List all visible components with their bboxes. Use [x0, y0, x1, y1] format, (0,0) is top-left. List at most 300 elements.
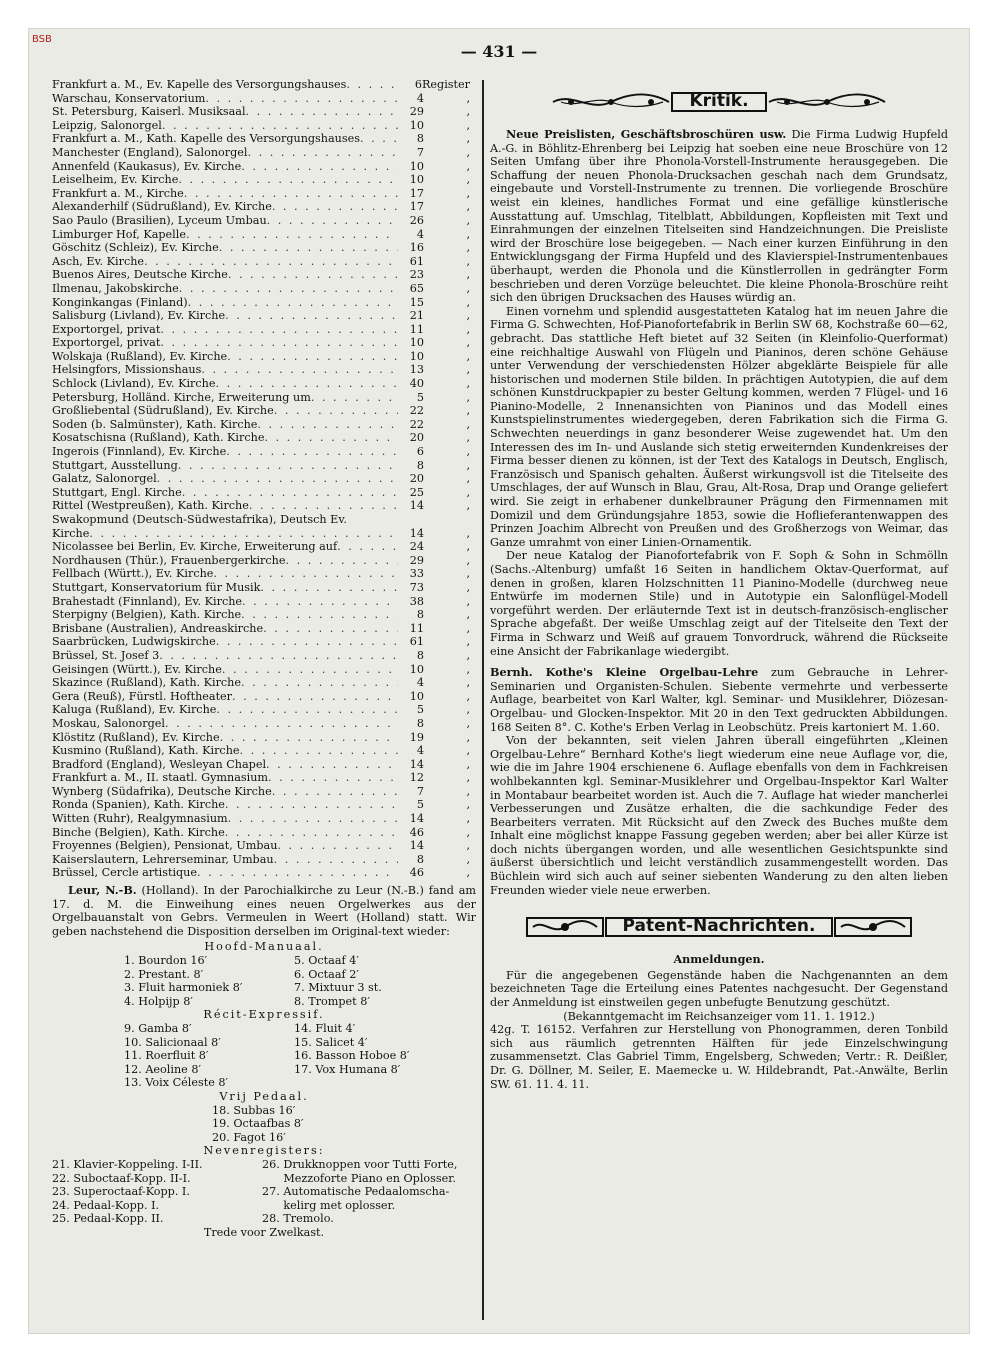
register-row	[52, 241, 476, 255]
register-unit: ,	[466, 757, 470, 771]
register-unit: ,	[466, 730, 470, 744]
register-row	[52, 486, 476, 500]
register-row	[52, 78, 476, 92]
register-row	[52, 853, 476, 867]
organ-stop: 1. Bourdon 16′	[124, 954, 208, 967]
register-count: 24	[409, 540, 424, 554]
register-unit: ,	[466, 363, 470, 377]
register-unit: ,	[466, 662, 470, 676]
register-row	[52, 160, 476, 174]
register-unit: ,	[466, 404, 470, 418]
register-row	[52, 676, 476, 690]
dot-leader	[159, 649, 398, 663]
organ-stop: 9. Gamba 8′	[124, 1021, 192, 1035]
register-row	[52, 731, 476, 745]
register-count: 73	[409, 580, 424, 594]
register-row	[52, 363, 476, 377]
organ-stop: 4. Holpijp 8′	[124, 994, 193, 1008]
register-unit: ,	[466, 417, 470, 431]
register-location: Kirche	[52, 526, 90, 540]
nevenregisters-list	[52, 1158, 476, 1226]
register-unit: ,	[466, 594, 470, 608]
register-count: 5	[416, 798, 424, 812]
dot-leader	[184, 187, 398, 201]
register-count: 10	[409, 662, 424, 676]
register-row	[52, 105, 476, 119]
kritik-paragraph-2: Einen vornehm und splendid ausgestatteten Katalog hat im neuen Jahre die Firma G. Schwechten, Hof-Pianofortefabrik in Berlin SW 68, Kochstraße 60—62, gebracht. Das stattliche Heft bietet auf 32 Seiten (in Kleinfolio-Querformat) eine reichhaltige Auswahl von Flügeln und Pianinos, deren schöne Gehäuse unter Verwendung der verschiedensten Hölzer abgeklärte Beispiele für alle historischen und modernen Stile bilden. In prächtigen Autotypien, die auf dem schönen Kunstdruckpapier zu bester Geltung kommen, werden 7 Flügel- und 16 Pianino-Modelle, 2 Innenansichten von Pianinos und das Modell eines Kunstspielinstrumentes wiedergegeben, deren Fabrikation sich die Firma G. Schwechten neuerdings in ganz besonderer Weise zugewendet hat. Um den Interessen des im In- und Auslande sich stetig erweiternden Kundenkreises der Firma besser dienen zu können, ist der Text des Katalogs in Deutsch, Englisch, Französisch und Spanisch gehalten. Äußerst wirkungsvoll ist die Titelseite des Umschlages, der auf Wunsch in Blau, Grau, Alt-Rosa, Drap und Orange geliefert wird. Sie zeigt in erhabener dunkelbrauner Prägung den Firmennamen mit Domizil und dem Gründungsjahre 1853, sowie die Hoflieferantenwappen des Prinzen Joachim Albrecht von Preußen und des Großherzogs von Weimar, das Ganze umrahmt von einer Linien-Ornamentik.	[490, 304, 948, 549]
dot-leader	[257, 418, 398, 432]
register-count	[398, 513, 424, 527]
organ-stop: 16. Basson Hoboe 8′	[294, 1049, 410, 1063]
dot-leader	[188, 296, 398, 310]
register-unit: ,	[466, 472, 470, 486]
register-unit: ,	[466, 485, 470, 499]
register-count: 15	[409, 295, 424, 309]
dot-leader	[241, 160, 398, 174]
leur-text: (Holland). In der Parochialkirche zu Leur (N.-B.) fand am 17. d. M. die Einweihung eines neuen Orgelwerkes aus der Orgelbauanstalt von Gebrs. Vermeulen in Weert (Holland) statt. Wir geben nachstehend die Disposition derselben im Original-text wieder:	[52, 884, 476, 938]
register-row	[52, 771, 476, 785]
register-location: Moskau, Salonorgel	[52, 716, 165, 730]
organ-stop: 12. Aeoline 8′	[124, 1062, 201, 1076]
register-unit: ,	[466, 580, 470, 594]
register-unit: ,	[466, 200, 470, 214]
coupler-entry: kelirg met oplosser.	[262, 1198, 396, 1212]
register-location: Exportorgel, privat	[52, 322, 161, 336]
register-row	[52, 649, 476, 663]
register-row	[52, 785, 476, 799]
dot-leader	[266, 758, 398, 772]
library-mark: BSB	[32, 34, 52, 45]
register-count: 5	[416, 390, 424, 404]
ornament-left-icon	[525, 915, 605, 939]
kritik-paragraph-5: Von der bekannten, seit vielen Jahren überall eingeführten „Kleinen Orgelbau-Lehre“ Bernhard Kothe's liegt wiederum eine neue Auflage vor, die, wie die im Jahre 1904 erschienene 6. Auflage ebenfalls von dem in Fachkreisen wohlbekannten kgl. Seminar-Musiklehrer und Orgelbau-Inspektor Karl Walter in Montabaur bearbeitet worden ist. Auch die 7. Auflage hat wieder mancherlei Verbesserungen und Zusätze erhalten, die die sachkundige Feder des Bearbeiters verraten. Mit Rücksicht auf den Zweck des Buches mußte dem Inhalt eine möglichst knappe Fassung gegeben werden; aber bei aller Kürze ist doch nichts übergangen worden, und alle wesentlichen Gesichtspunkte sind äußerst übersichtlich und leicht verständlich zusammengestellt worden. Das Büchlein wird sich auch auf seiner siebenten Wanderung zu den alten lieben Freunden wieder viele neue erwerben.	[490, 734, 948, 897]
dot-leader	[346, 78, 396, 92]
register-unit: ,	[466, 458, 470, 472]
flourish-right-icon	[767, 90, 887, 114]
vrij-pedaal-title: Vrij Pedaal.	[219, 1089, 309, 1103]
register-unit: ,	[466, 309, 470, 323]
dot-leader	[225, 309, 398, 323]
register-unit: ,	[466, 431, 470, 445]
register-count: 14	[409, 499, 424, 513]
register-row	[52, 214, 476, 228]
register-row	[52, 798, 476, 812]
dot-leader	[272, 200, 398, 214]
register-location: Bradford (England), Wesleyan Chapel	[52, 757, 267, 771]
dot-leader	[144, 255, 398, 269]
register-location: Großliebental (Südrußland), Ev. Kirche	[52, 404, 274, 418]
register-row	[52, 336, 476, 350]
kritik-p4-text: zum Gebrauche in Lehrer-Seminarien und Organisten-Schulen. Siebente vermehrte und verbesserte Auflage, bearbeitet von Karl Walter, kgl. Seminar- und Musiklehrer, Diözesan-Orgelbau- und Glocken-Inspektor. Mit 20 in den Text gedruckten Abbildungen. 168 Seiten 8°. C. Kothe's Erben Verlag in Leobschütz. Preis kartoniert M. 1.60.	[490, 666, 948, 734]
register-location: Brisbane (Australien), Andreaskirche	[52, 621, 264, 635]
register-count: 4	[416, 676, 424, 690]
register-row	[52, 499, 476, 513]
register-row	[52, 744, 476, 758]
recit-expressif-stops	[124, 1022, 476, 1090]
register-row	[52, 418, 476, 432]
flourish-left-icon	[551, 90, 671, 114]
register-location: Wolskaja (Rußland), Ev. Kirche	[52, 349, 228, 363]
register-count: 19	[409, 730, 424, 744]
register-location: Brüssel, St. Josef 3	[52, 648, 160, 662]
register-location: Stuttgart, Engl. Kirche	[52, 485, 182, 499]
register-row	[52, 622, 476, 636]
dot-leader	[232, 690, 398, 704]
patent-paragraph-1: Für die angegebenen Gegenstände haben die Nachgenannten an dem bezeichneten Tage die Erteilung eines Patentes nachgesucht. Der Gegenstand der Anmeldung ist einstweilen gegen unbefugte Benutzung geschützt.	[490, 968, 948, 1010]
register-unit: ,	[466, 145, 470, 159]
dot-leader	[220, 731, 398, 745]
register-location: Göschitz (Schleiz), Ev. Kirche	[52, 241, 219, 255]
register-unit: ,	[466, 499, 470, 513]
register-unit: ,	[466, 608, 470, 622]
register-count: 6	[416, 445, 424, 459]
recit-expressif-title: Récit-Expressif.	[203, 1008, 325, 1022]
register-unit: ,	[466, 676, 470, 690]
register-count: 61	[409, 254, 424, 268]
leur-heading: Leur, N.-B.	[68, 883, 137, 898]
register-count: 21	[409, 309, 424, 323]
dot-leader	[225, 826, 398, 840]
organ-stop: 6. Octaaf 2′	[294, 967, 359, 981]
register-location: Buenos Aires, Deutsche Kirche	[52, 268, 228, 282]
register-count: 10	[409, 336, 424, 350]
register-location: Stuttgart, Konservatorium für Musik	[52, 580, 261, 594]
register-unit: ,	[466, 118, 470, 132]
register-location: Asch, Ev. Kirche	[52, 254, 145, 268]
register-unit: ,	[466, 744, 470, 758]
dot-leader	[263, 622, 398, 636]
kritik-paragraph-4	[490, 666, 948, 734]
register-location: Schlock (Livland), Ev. Kirche	[52, 377, 216, 391]
hoofd-manuaal-stops	[124, 954, 476, 1008]
coupler-entry: 27. Automatische Pedaalomscha-	[262, 1185, 450, 1199]
register-row	[52, 296, 476, 310]
register-unit: ,	[466, 105, 470, 119]
register-count: 11	[409, 621, 424, 635]
dot-leader	[242, 595, 398, 609]
register-count: 8	[416, 716, 424, 730]
vrij-pedaal-stops	[212, 1104, 476, 1145]
register-location: Sterpigny (Belgien), Kath. Kirche	[52, 608, 242, 622]
register-row	[52, 554, 476, 568]
register-count: 13	[409, 363, 424, 377]
register-location: Ilmenau, Jakobskirche	[52, 281, 179, 295]
dot-leader	[360, 132, 398, 146]
register-row	[52, 690, 476, 704]
dot-leader	[160, 336, 398, 350]
register-unit	[424, 513, 476, 527]
register-location: Limburger Hof, Kapelle	[52, 227, 186, 241]
dot-leader	[186, 228, 398, 242]
dot-leader	[201, 363, 398, 377]
register-location: Saarbrücken, Ludwigskirche	[52, 635, 216, 649]
register-count: 4	[416, 227, 424, 241]
register-location: Galatz, Salonorgel	[52, 472, 157, 486]
register-row	[52, 187, 476, 201]
register-count: 10	[409, 118, 424, 132]
register-row	[52, 608, 476, 622]
register-unit: ,	[466, 349, 470, 363]
register-unit: ,	[466, 784, 470, 798]
register-unit: Register	[422, 78, 470, 91]
dot-leader	[89, 527, 398, 541]
register-count: 16	[409, 241, 424, 255]
organ-stop: 20. Fagot 16′	[212, 1130, 286, 1144]
register-unit: ,	[466, 812, 470, 826]
register-unit: ,	[466, 377, 470, 391]
organ-stop: 7. Mixtuur 3 st.	[294, 981, 382, 995]
register-row	[52, 404, 476, 418]
register-count: 38	[409, 594, 424, 608]
register-count: 14	[409, 757, 424, 771]
register-count: 17	[409, 200, 424, 214]
newspaper-page	[28, 28, 970, 1334]
register-row	[52, 567, 476, 581]
register-location: Exportorgel, privat	[52, 336, 161, 350]
register-count: 14	[409, 812, 424, 826]
register-location: Konginkangas (Finland)	[52, 295, 188, 309]
register-count: 4	[416, 91, 424, 105]
register-location: Leipzig, Salonorgel	[52, 118, 162, 132]
register-unit: ,	[466, 132, 470, 146]
hoofd-manuaal-title: Hoofd-Manuaal.	[204, 940, 324, 954]
kritik-title: Kritik.	[671, 92, 766, 112]
dot-leader	[226, 445, 398, 459]
register-unit: ,	[466, 540, 470, 554]
dot-leader	[227, 350, 398, 364]
patent-title: Patent-Nachrichten.	[605, 917, 834, 937]
organ-stop: 11. Roerfluit 8′	[124, 1049, 209, 1063]
register-unit: ,	[466, 621, 470, 635]
nevenregisters-title: Nevenregisters:	[203, 1144, 325, 1158]
register-row	[52, 635, 476, 649]
register-unit: ,	[466, 91, 470, 105]
dot-leader	[249, 499, 398, 513]
register-unit: ,	[466, 336, 470, 350]
leur-paragraph	[52, 884, 476, 938]
register-row	[52, 472, 476, 486]
register-row	[52, 92, 476, 106]
register-location: Kaiserslautern, Lehrerseminar, Umbau	[52, 852, 274, 866]
register-unit: ,	[466, 553, 470, 567]
register-location: Soden (b. Salmünster), Kath. Kirche	[52, 417, 258, 431]
register-unit: ,	[466, 716, 470, 730]
dot-leader	[311, 391, 398, 405]
register-unit: ,	[466, 227, 470, 241]
coupler-entry: 23. Superoctaaf-Kopp. I.	[52, 1185, 190, 1199]
organ-stop: 8. Trompet 8′	[294, 994, 370, 1008]
register-count: 7	[416, 145, 424, 159]
register-unit: ,	[466, 445, 470, 459]
kritik-banner	[490, 82, 948, 122]
register-unit: ,	[466, 703, 470, 717]
dot-leader	[274, 404, 398, 418]
register-row	[52, 866, 476, 880]
organ-stop: 10. Salicionaal 8′	[124, 1035, 221, 1049]
dot-leader	[197, 866, 398, 880]
register-location: Annenfeld (Kaukasus), Ev. Kirche	[52, 159, 242, 173]
register-unit: ,	[466, 839, 470, 853]
dot-leader	[241, 676, 398, 690]
register-location: Brüssel, Cercle artistique	[52, 866, 198, 880]
register-count: 12	[409, 771, 424, 785]
coupler-entry: 21. Klavier-Koppeling. I-II.	[52, 1157, 203, 1171]
register-row	[52, 323, 476, 337]
coupler-entry: 26. Drukknoppen voor Tutti Forte,	[262, 1157, 458, 1171]
register-location: Fellbach (Württ.), Ev. Kirche	[52, 567, 214, 581]
dot-leader	[267, 214, 398, 228]
kritik-p1-text: Die Firma Ludwig Hupfeld A.-G. in Böhlitz-Ehrenberg bei Leipzig hat soeben eine neue Broschüre von 12 Seiten Umfang über ihre Phonola-Vorstell-Instrumente herausgegeben. Die Schaffung der neuen Phonola-Drucksachen geschah nach dem Grundsatz, eingebaute und Vorstell-Instrumente zu trennen. Die vorliegende Broschüre weist ein kleines, handliches Format und eine gefällige künstlerische Ausstattung auf. Umschlag, Titelblatt, Abbildungen, Kopfleisten mit Text und Einrahmungen der einzelnen Titelseiten sind Handzeichnungen. Die Preisliste wird der Broschüre lose beigegeben. — Nach einer kurzen Einführung in den Entwicklungsgang der Firma Hupfeld und des Klavierspiel-Instrumentenbaues überhaupt, werden die Phonola und die Künstlerrollen in gedrängter Form beschrieben und deren Vorzüge beleuchtet. Die kleine Phonola-Broschüre reiht sich den übrigen Drucksachen des Hauses würdig an.	[490, 128, 948, 305]
register-row	[52, 812, 476, 826]
register-unit: ,	[466, 268, 470, 282]
organ-stop: 15. Salicet 4′	[294, 1035, 368, 1049]
organ-stop: 5. Octaaf 4′	[294, 954, 359, 967]
register-location: Klöstitz (Rußland), Ev. Kirche	[52, 730, 220, 744]
register-location: Petersburg, Holländ. Kirche, Erweiterung um	[52, 390, 311, 404]
register-location: Kusmino (Rußland), Kath. Kirche	[52, 744, 240, 758]
register-location: Rittel (Westpreußen), Kath. Kirche	[52, 499, 249, 513]
register-location: Ronda (Spanien), Kath. Kirche	[52, 798, 225, 812]
register-row	[52, 173, 476, 187]
register-count: 33	[409, 567, 424, 581]
trede-line: Trede voor Zwelkast.	[203, 1225, 325, 1239]
register-unit: ,	[466, 213, 470, 227]
register-location: Leiselheim, Ev. Kirche	[52, 173, 179, 187]
register-count: 25	[409, 485, 424, 499]
register-unit: ,	[466, 852, 470, 866]
register-count: 10	[409, 349, 424, 363]
register-row	[52, 513, 476, 527]
register-count: 8	[416, 132, 424, 146]
register-unit: ,	[466, 771, 470, 785]
register-unit: ,	[466, 825, 470, 839]
register-count: 65	[409, 281, 424, 295]
register-row	[52, 445, 476, 459]
dot-leader	[165, 717, 398, 731]
register-location: Swakopmund (Deutsch-Südwestafrika), Deutsch Ev.	[52, 513, 347, 526]
organ-stop	[294, 1076, 444, 1090]
register-count: 20	[409, 431, 424, 445]
register-count: 8	[416, 458, 424, 472]
register-row	[52, 431, 476, 445]
register-location: Helsingfors, Missionshaus	[52, 363, 202, 377]
register-location: Manchester (England), Salonorgel	[52, 145, 248, 159]
dot-leader	[162, 119, 398, 133]
register-count: 29	[409, 105, 424, 119]
register-row	[52, 595, 476, 609]
register-count: 20	[409, 472, 424, 486]
dot-leader	[205, 92, 398, 106]
dot-leader	[240, 744, 398, 758]
register-count: 22	[409, 404, 424, 418]
register-unit: ,	[466, 526, 470, 540]
organ-stop: 14. Fluit 4′	[294, 1021, 356, 1035]
register-count: 8	[416, 648, 424, 662]
register-row	[52, 282, 476, 296]
dot-leader	[246, 105, 398, 119]
register-location: Kaluga (Rußland), Ev. Kirche	[52, 703, 217, 717]
dot-leader	[274, 853, 398, 867]
dot-leader	[219, 241, 398, 255]
register-unit: ,	[466, 254, 470, 268]
register-row	[52, 717, 476, 731]
dot-leader	[178, 459, 398, 473]
register-row	[52, 132, 476, 146]
register-location: Witten (Ruhr), Realgymnasium	[52, 812, 228, 826]
organ-stop: 18. Subbas 16′	[212, 1103, 296, 1117]
dot-leader	[264, 431, 398, 445]
register-count: 29	[409, 553, 424, 567]
register-row	[52, 228, 476, 242]
register-row	[52, 540, 476, 554]
register-row	[52, 663, 476, 677]
organ-stop: 19. Octaafbas 8′	[212, 1117, 304, 1131]
ornament-right-icon	[833, 915, 913, 939]
register-unit: ,	[466, 798, 470, 812]
register-row	[52, 119, 476, 133]
organ-stop: 2. Prestant. 8′	[124, 967, 204, 981]
register-row	[52, 839, 476, 853]
organ-stop: 17. Vox Humana 8′	[294, 1062, 401, 1076]
dot-leader	[337, 540, 398, 554]
register-location: Frankfurt a. M., Kath. Kapelle des Versorgungshauses	[52, 132, 360, 146]
dot-leader	[272, 785, 398, 799]
register-row	[52, 200, 476, 214]
kritik-p1-heading: Neue Preislisten, Geschäftsbroschüren usw.	[506, 127, 787, 141]
register-count: 46	[409, 866, 424, 880]
register-unit: ,	[466, 390, 470, 404]
dot-leader	[216, 635, 398, 649]
register-count: 10	[409, 689, 424, 703]
register-count: 14	[409, 526, 424, 540]
register-location: Frankfurt a. M., Kirche	[52, 186, 184, 200]
dot-leader	[182, 486, 398, 500]
register-location: St. Petersburg, Kaiserl. Musiksaal	[52, 105, 246, 119]
register-unit: ,	[466, 635, 470, 649]
patent-paragraph-3: 42g. T. 16152. Verfahren zur Herstellung von Phonogrammen, deren Tonbild sich aus räumlich getrennten Hälften für jede Einzelschwingung zusammensetzt. Clas Gabriel Timm, Engelsberg, Schweden; Vertr.: R. Deißler, Dr. G. Döllner, M. Seiler, E. Maemecke u. W. Hildebrandt, Pat.-Anwälte, Berlin SW. 61. 11. 4. 11.	[490, 1023, 948, 1091]
dot-leader	[286, 554, 399, 568]
dot-leader	[157, 472, 398, 486]
right-column	[490, 80, 948, 1091]
register-row	[52, 377, 476, 391]
left-column	[52, 78, 476, 1239]
register-unit: ,	[466, 866, 470, 880]
register-row	[52, 350, 476, 364]
register-unit: ,	[466, 186, 470, 200]
dot-leader	[213, 567, 398, 581]
register-location: Salisburg (Livland), Ev. Kirche	[52, 309, 226, 323]
register-row	[52, 581, 476, 595]
dot-leader	[178, 173, 398, 187]
kritik-p4-heading: Bernh. Kothe's Kleine Orgelbau-Lehre	[490, 665, 759, 680]
register-count: 8	[416, 608, 424, 622]
organ-stop: 13. Voix Céleste 8′	[124, 1076, 229, 1090]
register-count: 22	[409, 417, 424, 431]
register-location: Stuttgart, Ausstellung	[52, 458, 178, 472]
register-location: Wynberg (Südafrika), Deutsche Kirche	[52, 784, 272, 798]
register-unit: ,	[466, 648, 470, 662]
dot-leader	[228, 268, 398, 282]
register-row	[52, 826, 476, 840]
register-location: Alexanderhilf (Südrußland), Ev. Kirche	[52, 200, 272, 214]
register-location: Frankfurt a. M., Ev. Kapelle des Versorgungshauses	[52, 78, 347, 91]
register-count: 46	[409, 825, 424, 839]
coupler-entry: Mezzoforte Piano en Oplosser.	[262, 1171, 456, 1185]
coupler-entry: 25. Pedaal-Kopp. II.	[52, 1212, 164, 1226]
kritik-paragraph-3: Der neue Katalog der Pianofortefabrik von F. Soph & Sohn in Schmölln (Sachs.-Altenburg) umfaßt 16 Seiten in handlichem Oktav-Querformat, auf denen in großen, klaren Holzschnitten 11 Pianino-Modelle (durchweg neue Entwürfe im modernen Stile) und in Autotypie ein Salonflügel-Modell vorgeführt werden. Der erläuternde Text ist in deutsch-französisch-englischer Sprache abgefaßt. Der weiße Umschlag zeigt auf der Titelseite den Text der Firma in Schwarz und Weiß auf grauem Tonvordruck, während die Rückseite eine Ansicht der Fabrikanlage wiedergibt.	[490, 549, 948, 658]
dot-leader	[222, 663, 398, 677]
register-count: 8	[416, 852, 424, 866]
